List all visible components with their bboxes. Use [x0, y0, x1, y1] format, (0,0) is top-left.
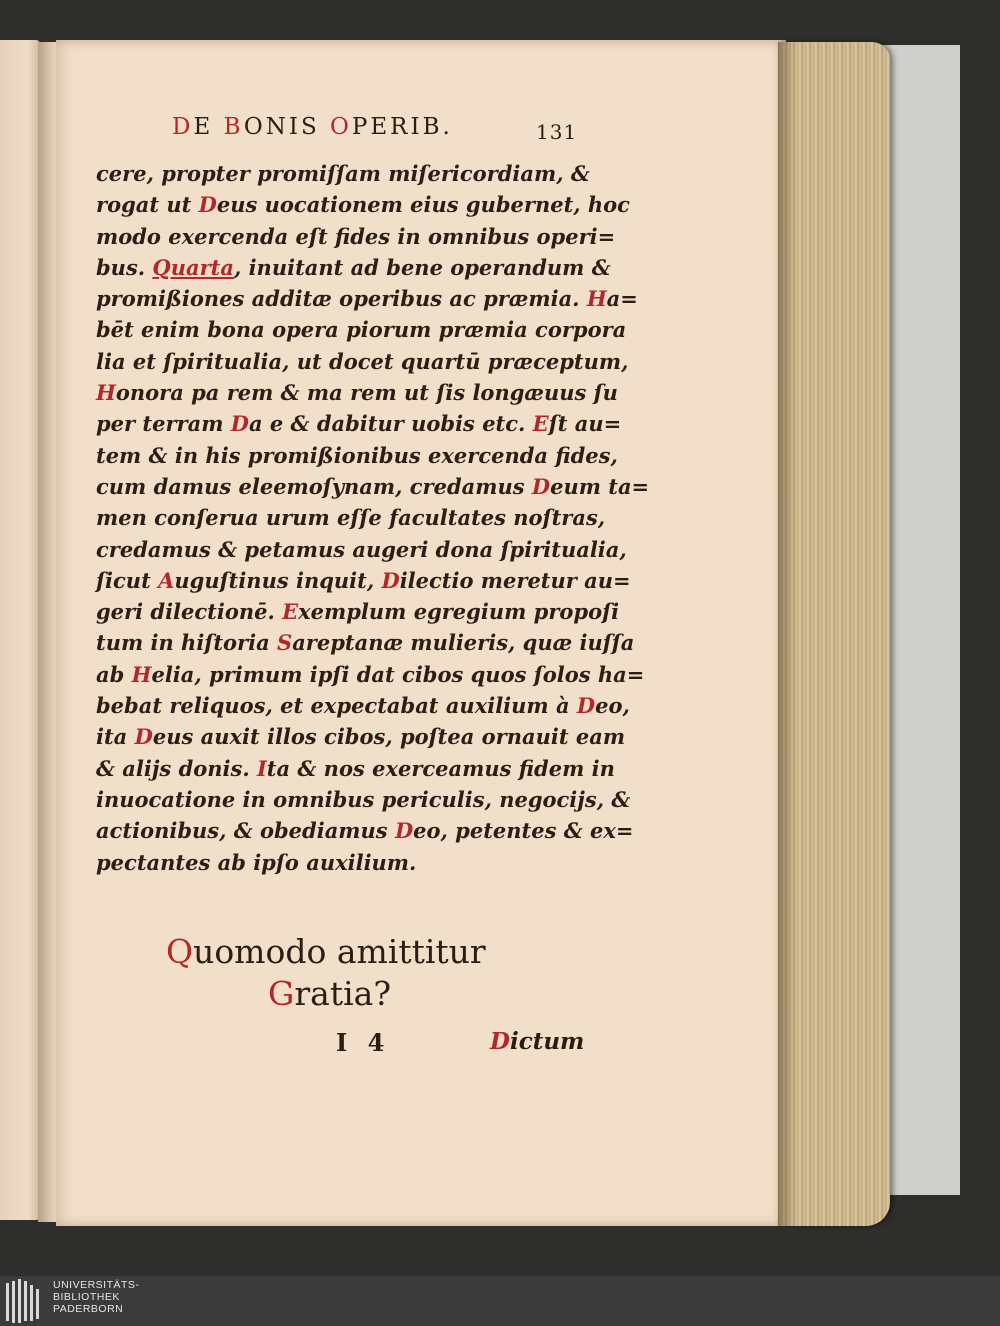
library-footer-bar: [0, 1276, 1000, 1326]
text-run: ta & nos exerceamus fidem in: [266, 755, 615, 781]
text-line: [96, 721, 626, 752]
rubric-initial: H: [96, 380, 116, 406]
body-text: [96, 158, 650, 878]
text-run: promißiones additæ operibus ac præmia.: [96, 286, 587, 312]
text-run: ita: [96, 724, 135, 750]
text-run: a e & dabitur uobis etc.: [248, 411, 533, 437]
text-run: bebat reliquos, et expectabat auxilium à: [96, 693, 577, 719]
rubric-initial: D: [230, 411, 249, 437]
text-run: modo exercenda eſt fides in omnibus operi=: [96, 223, 616, 249]
text-run: ab: [96, 661, 132, 687]
rubric-initial: E: [282, 599, 299, 625]
text-line: [96, 815, 634, 846]
rubric-initial: D: [576, 693, 596, 719]
text-run: uguſtinus inquit,: [174, 567, 382, 593]
logo-line-2: BIBLIOTHEK: [53, 1291, 120, 1303]
text-run: per terram: [96, 411, 231, 437]
text-run: ſicut: [96, 567, 159, 593]
text-line: [96, 158, 590, 189]
header-initial-1: D: [172, 114, 194, 140]
text-line: [96, 627, 635, 658]
text-run: cere, propter promiſſam miſericordiam, &: [96, 161, 590, 186]
text-line: [96, 252, 611, 283]
header-word-3: PERIB.: [351, 114, 453, 140]
text-run: eum ta=: [550, 473, 650, 499]
rubric-initial: I: [256, 755, 267, 781]
header-initial-2: B: [223, 114, 244, 140]
text-run: inuocatione in omnibus periculis, negocijs, &: [96, 786, 631, 812]
text-run: ſt au=: [548, 411, 622, 437]
text-line: [96, 221, 616, 252]
text-run: eo, petentes & ex=: [413, 818, 634, 844]
text-line: [96, 377, 618, 408]
text-run: rogat ut: [96, 192, 199, 218]
text-line: [96, 471, 650, 502]
text-run: & alijs donis.: [96, 755, 257, 781]
text-run: cum damus eleemoſynam, credamus: [96, 473, 532, 499]
text-line: [96, 690, 630, 721]
catchword-initial: D: [490, 1028, 510, 1055]
text-run: a=: [606, 286, 638, 312]
text-run: eus uocationem eius gubernet, hoc: [216, 192, 630, 218]
rubric-initial: H: [131, 661, 152, 687]
text-run: lia et ſpiritualia, ut docet quartū præceptum,: [96, 348, 629, 374]
text-run: areptanæ mulieris, quæ iuſſa: [292, 630, 635, 656]
catchword: [490, 1028, 584, 1055]
text-run: tum in hiſtoria: [96, 630, 278, 656]
text-line: [96, 440, 618, 471]
section-heading-line-2: [268, 974, 391, 1013]
header-initial-3: O: [330, 114, 352, 140]
text-line: [96, 346, 629, 377]
rubric-initial: D: [134, 724, 153, 750]
rubric-initial: D: [381, 567, 400, 593]
rubric-initial: D: [531, 473, 551, 499]
text-run: bēt enim bona opera piorum præmia corpora: [96, 317, 627, 343]
left-page-edge: [0, 40, 40, 1220]
text-line: [96, 314, 627, 345]
library-logo-text: [53, 1279, 139, 1315]
text-line: [96, 189, 630, 220]
heading-initial-q: Q: [166, 932, 194, 971]
logo-line-3: PADERBORN: [53, 1303, 124, 1315]
page-number: 131: [536, 120, 578, 144]
rubric-word: Quarta: [152, 254, 234, 280]
text-line: [96, 659, 645, 690]
text-run: ilectio meretur au=: [399, 567, 631, 593]
running-header: [172, 114, 572, 148]
rubric-initial: S: [277, 630, 293, 656]
heading-initial-g: G: [268, 974, 295, 1013]
header-word-1: E: [193, 114, 224, 140]
text-run: , inuitant ad bene operandum &: [233, 254, 611, 280]
text-run: credamus & petamus augeri dona ſpiritualia,: [96, 536, 627, 562]
text-run: tem & in his promißionibus exercenda fides,: [96, 442, 618, 468]
rubric-initial: H: [586, 286, 607, 312]
text-run: eo,: [595, 693, 630, 719]
text-line: [96, 847, 580, 878]
text-run: actionibus, & obediamus: [96, 818, 395, 844]
heading-text-2: ratia?: [294, 974, 392, 1013]
rubric-initial: A: [158, 567, 175, 593]
text-run: eus auxit illos cibos, poſtea ornauit eam: [152, 724, 626, 750]
text-line: [96, 502, 606, 533]
heading-text-1: uomodo amittitur: [193, 932, 486, 971]
text-line: [96, 753, 615, 784]
signature-mark: I 4: [336, 1028, 391, 1057]
text-run: xemplum egregium propoſi: [298, 599, 620, 625]
text-run: onora pa rem & ma rem ut ſis longæuus ſu: [115, 380, 618, 406]
text-run: bus.: [96, 254, 153, 280]
catchword-rest: ictum: [509, 1028, 585, 1055]
header-word-2: ONIS: [243, 114, 331, 140]
text-line: [96, 534, 627, 565]
rubric-initial: D: [394, 818, 414, 844]
section-heading-line-1: [166, 932, 486, 971]
rubric-initial: D: [198, 192, 217, 218]
rubric-initial: E: [532, 411, 549, 437]
text-run: pectantes ab ipſo auxilium.: [96, 849, 417, 875]
text-run: geri dilectionē.: [96, 599, 283, 625]
text-line: [96, 596, 620, 627]
text-line: [96, 283, 638, 314]
text-line: [96, 408, 622, 439]
fore-edge-shadow: [778, 42, 796, 1226]
library-logo-icon: [6, 1279, 44, 1323]
text-line: [96, 565, 631, 596]
text-run: elia, primum ipſi dat cibos quos ſolos ha=: [151, 661, 645, 687]
text-line: [96, 784, 631, 815]
text-run: men conſerua urum eſſe facultates noſtras,: [96, 505, 606, 531]
logo-line-1: UNIVERSITÄTS-: [53, 1279, 140, 1291]
